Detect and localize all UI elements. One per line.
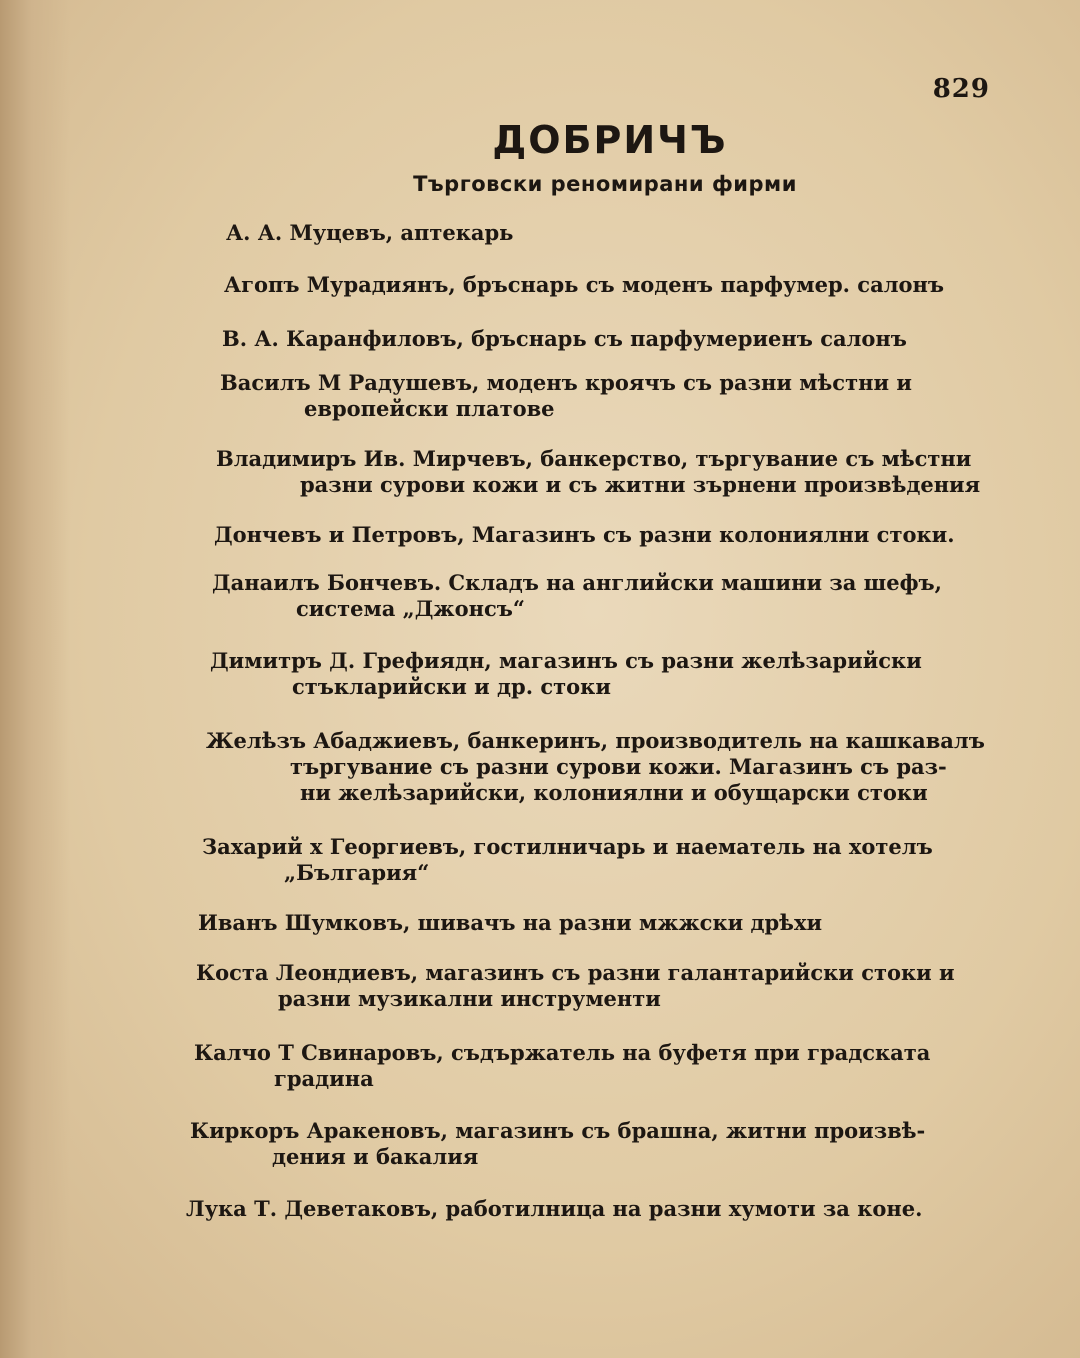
entry-line: Иванъ Шумковъ, шивачъ на разни мжжски дрѣхи [198,910,823,935]
entry-line: „България“ [284,860,430,885]
entry-line: Дончевъ и Петровъ, Магазинъ съ разни колониялни стоки. [214,522,955,547]
entry-line: Агопъ Мурадиянъ, бръснарь съ моденъ парфумер. салонъ [224,272,944,297]
entry-line: Данаилъ Бончевъ. Складъ на английски машини за шефъ, [212,570,942,595]
firm-entry [210,648,922,700]
page-number: 829 [932,74,990,104]
firm-entry [198,910,822,936]
firm-entry [216,446,980,498]
entry-line: Коста Леондиевъ, магазинъ съ разни галантарийски стоки и [196,960,955,985]
entry-line: Захарий х Георгиевъ, гостилничарь и наематель на хотелъ [202,834,933,859]
section-subtitle: Търговски реномирани фирми [413,172,797,196]
entry-line: ни желѣзарийски, колониялни и обущарски стоки [300,780,928,805]
entry-line: Владимиръ Ив. Мирчевъ, банкерство, търгувание съ мѣстни [216,446,972,471]
entry-line: Димитръ Д. Грефиядн, магазинъ съ разни желѣзарийски [210,648,922,673]
entry-line: разни сурови кожи и съ житни зърнени произвѣдения [300,472,981,497]
entry-line: дения и бакалия [272,1144,479,1169]
entry-line: Киркоръ Аракеновъ, магазинъ съ брашна, житни произвѣ- [190,1118,926,1143]
entry-line: разни музикални инструменти [278,986,661,1011]
firm-entry [202,834,933,886]
entry-line: Калчо Т Свинаровъ, съдържатель на буфетя при градската [194,1040,931,1065]
entry-line: Лука Т. Деветаковъ, работилница на разни хумоти за коне. [186,1196,923,1221]
entry-line: Желѣзъ Абаджиевъ, банкеринъ, производитель на кашкавалъ [206,728,985,753]
entry-line: европейски платове [304,396,555,421]
firm-entry [222,326,907,352]
firm-entry [206,728,985,806]
entry-line: градина [274,1066,374,1091]
firm-entry [212,570,942,622]
entry-line: А. А. Муцевъ, аптекарь [226,220,514,245]
firm-entry [214,522,955,548]
firm-entry [194,1040,930,1092]
firm-entry [196,960,955,1012]
entry-line: система „Джонсъ“ [296,596,525,621]
entry-line: В. А. Каранфиловъ, бръснарь съ парфумериенъ салонъ [222,326,907,351]
firm-entry [226,220,513,246]
page-title: ДОБРИЧЪ [492,118,728,162]
firm-entry [186,1196,922,1222]
firm-entry [224,272,944,298]
entry-line: Василъ М Радушевъ, моденъ кроячъ съ разни мѣстни и [220,370,912,395]
entry-line: стъкларийски и др. стоки [292,674,611,699]
entry-line: търгувание съ разни сурови кожи. Магазинъ съ раз- [290,754,947,779]
firm-entry [220,370,912,422]
firm-entry [190,1118,925,1170]
